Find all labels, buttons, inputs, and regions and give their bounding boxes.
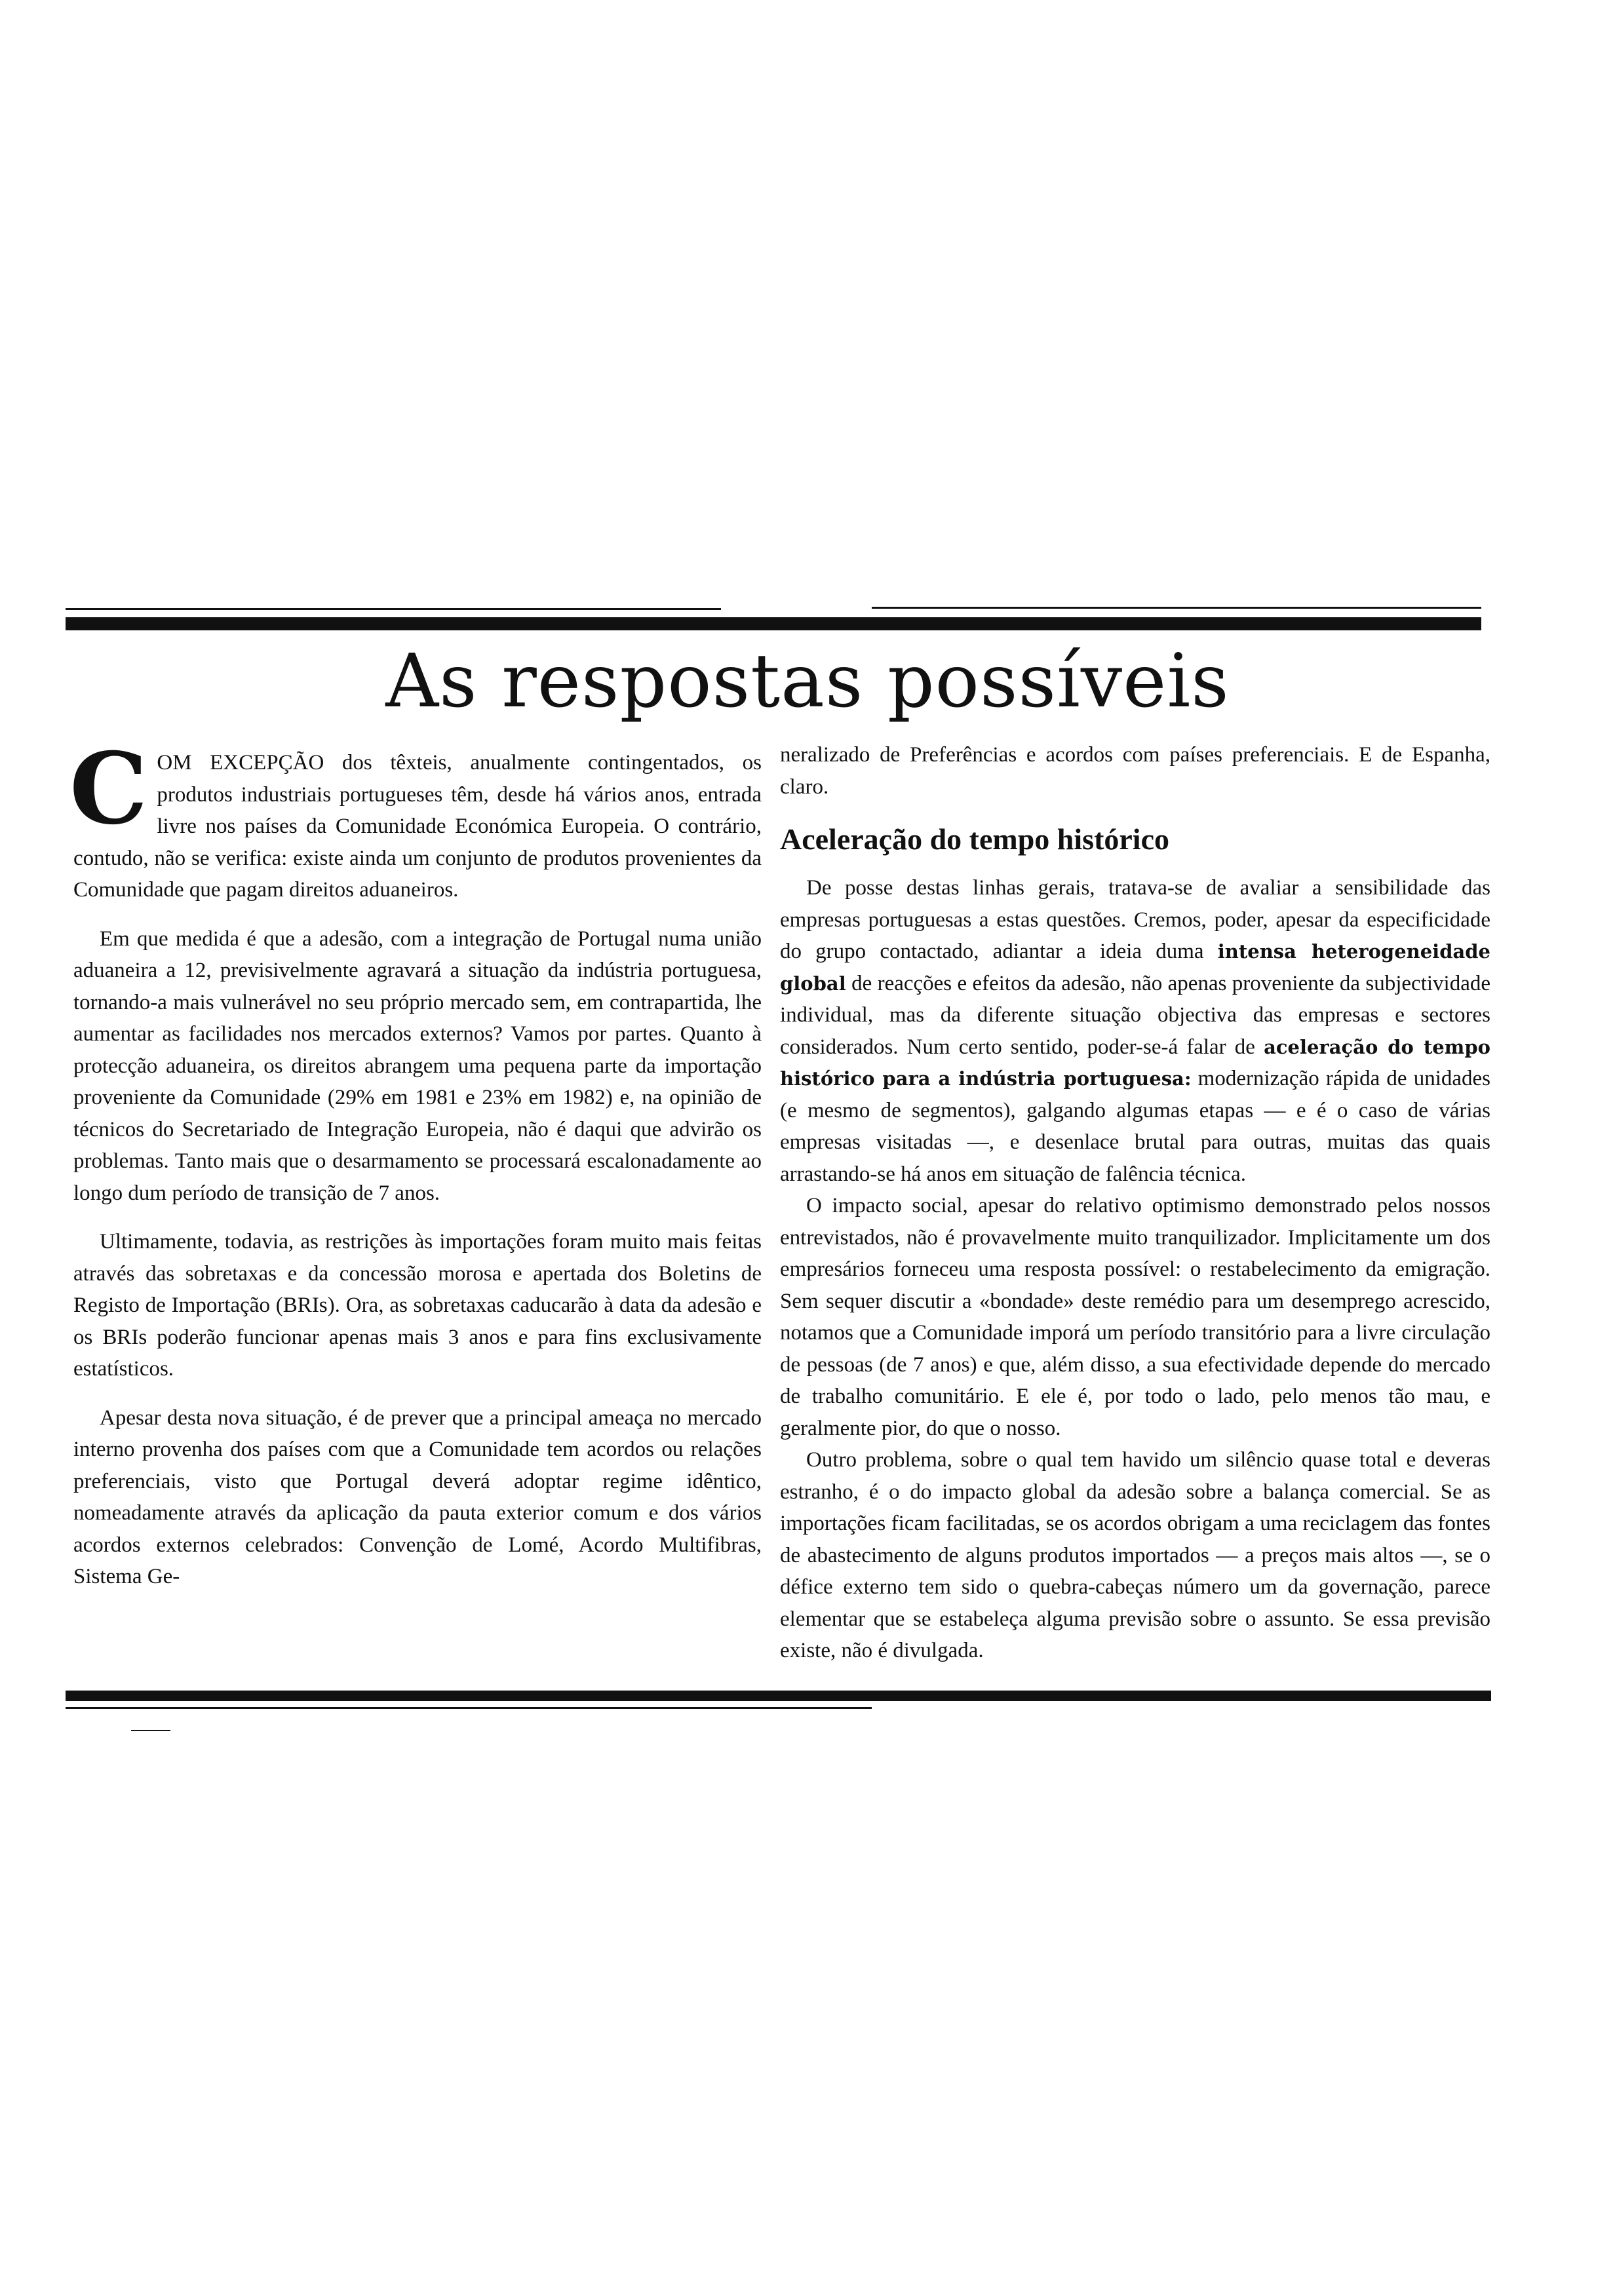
bottom-rule-thin [66,1707,872,1709]
top-rule-thin-right [872,607,1481,609]
headline: As respostas possíveis [385,639,1230,724]
subheading: Aceleração do tempo histórico [780,822,1170,856]
left-column [69,731,762,1593]
bold-phrase: intensa heterogeneidade global [780,940,1490,995]
bold-phrase: aceleração do tempo histórico para a indústria portuguesa: [780,1035,1490,1090]
paragraph: Ultimamente, todavia, as restrições às importações foram muito mais feitas através das sobretaxas e da concessão morosa e apertada dos Boletins de Registo de Importação (BRIs). Ora, as sobretaxas caducarão à data da adesão e os BRIs poderão funcionar apenas mais 3 anos e para fins exclusivamente estatísticos. [73,1230,762,1381]
paragraph: neralizado de Preferências e acordos com países preferenciais. E de Espanha, claro. [780,743,1490,799]
paragraph: Apesar desta nova situação, é de prever que a principal ameaça no mercado interno provenha dos países com que a Comunidade tem acordos ou relações preferenciais, visto que Portugal deverá adoptar regime idêntico, nomeadamente através da aplicação da pauta exterior comum e dos vários acordos externos celebrados: Convenção de Lomé, Acordo Multifibras, Sistema Ge- [73,1406,762,1588]
right-column [780,739,1490,1667]
paragraph: Em que medida é que a adesão, com a integração de Portugal numa união aduaneira a 12, previsivelmente agravará a situação da indústria portuguesa, tornando-a mais vulnerável no seu próprio mercado sem, em contrapartida, lhe aumentar as facilidades nos mercados externos? Vamos por partes. Quanto à protecção aduaneira, os direitos abrangem uma pequena parte da importação proveniente da Comunidade (29% em 1981 e 23% em 1982) e, na opinião de técnicos do Secretariado de Integração Europeia, não é daqui que advirão os problemas. Tanto mais que o desarmamento se processará escalonadamente ao longo dum período de transição de 7 anos. [73,927,762,1205]
paragraph: Outro problema, sobre o qual tem havido um silêncio quase total e deveras estranho, é o do impacto global da adesão sobre a balança comercial. Se as importações ficam facilitadas, se os acordos obrigam a uma reciclagem das fontes de abastecimento de alguns produtos importados — a preços mais altos —, se o défice externo tem sido o quebra-cabeças número um da governação, parece elementar que se estabeleça alguma previsão sobre o assunto. Se essa previsão existe, não é divulgada. [780,1448,1490,1662]
top-rule-thin [66,608,721,610]
drop-cap: C [69,731,148,847]
paragraph: COM EXCEPÇÃO dos têxteis, anualmente contingentados, os produtos industriais portugueses têm, desde há vários anos, entrada livre nos países da Comunidade Económica Europeia. O contrário, contudo, não se verifica: existe ainda um conjunto de produtos provenientes da Comunidade que pagam direitos aduaneiros. [69,731,762,902]
paragraph: De posse destas linhas gerais, tratava-se de avaliar a sensibilidade das empresas portuguesas a estas questões. Cremos, poder, apesar da especificidade do grupo contactado, adiantar a ideia duma intensa heterogeneidade global de reacções e efeitos da adesão, não apenas proveniente da subjectividade individual, mas da diferente situação objectiva das empresas e sectores considerados. Num certo sentido, poder-se-á falar de aceleração do tempo histórico para a indústria portuguesa: modernização rápida de unidades (e mesmo de segmentos), galgando algumas etapas — e é o caso de várias empresas visitadas —, e desenlace brutal para outras, muitas das quais arrastando-se há anos em situação de falência técnica. [780,876,1490,1186]
bottom-rule-thick [66,1691,1491,1701]
bottom-rule-short [131,1730,170,1731]
paragraph: O impacto social, apesar do relativo optimismo demonstrado pelos nossos entrevistados, não é provavelmente muito tranquilizador. Implicitamente um dos empresários forneceu uma resposta possível: o restabelecimento da emigração. Sem sequer discutir a «bondade» deste remédio para um desemprego acrescido, notamos que a Comunidade imporá um período transitório para a livre circulação de pessoas (de 7 anos) e que, além disso, a sua efectividade depende do mercado de trabalho comunitário. E ele é, por todo o lado, pelo menos tão mau, e geralmente pior, do que o nosso. [780,1194,1490,1440]
top-rule-thick [66,617,1481,630]
